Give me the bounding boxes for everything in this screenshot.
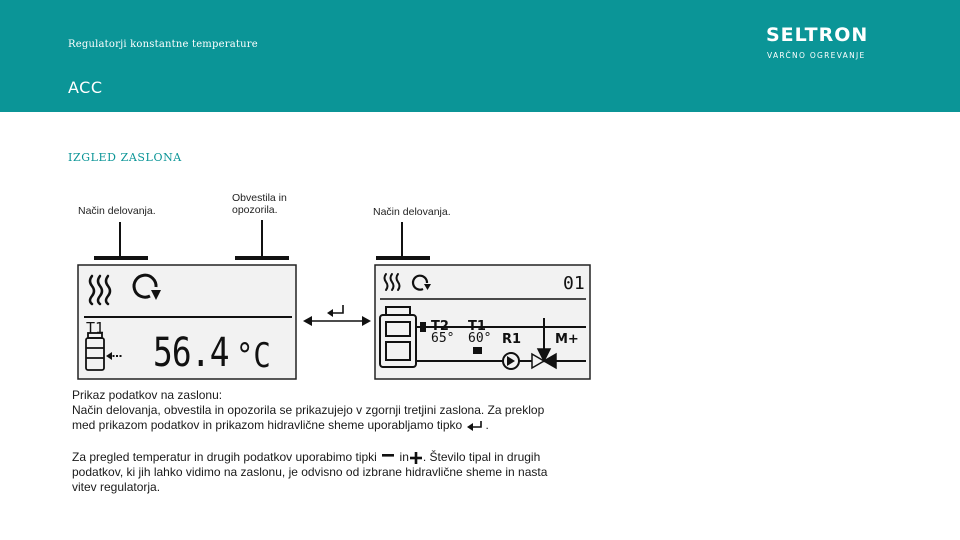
text-heading: Prikaz podatkov na zaslonu: — [72, 388, 223, 402]
r1-label: R1 — [502, 332, 522, 347]
text-p2-line3: vitev regulatorja. — [72, 480, 161, 494]
text-p2-line1-row — [72, 450, 592, 465]
left-sensor-label: T1 — [86, 319, 105, 337]
pump-icon — [503, 353, 519, 369]
label-mode-right: Način delovanja. — [373, 206, 451, 218]
t2-label: T2 — [431, 319, 449, 334]
switch-arrow-icon — [303, 316, 371, 326]
plus-key-icon — [409, 452, 423, 464]
section-title: IZGLED ZASLONA — [68, 151, 182, 164]
back-arrow-icon-inline — [466, 420, 486, 432]
text-p1-line2: med prikazom podatkov in prikazom hidravlične sheme uporabljamo tipko — [72, 418, 463, 432]
text-p1-line2-row: med prikazom podatkov in prikazom hidravlične sheme uporabljamo tipko . — [72, 418, 489, 432]
m-label: M+ — [555, 332, 579, 347]
brand-tagline: VARČNO OGREVANJE — [767, 51, 866, 60]
text-p1-line1: Način delovanja, obvestila in opozorila se prikazujejo v zgornji tretjini zaslona. Za preklop — [72, 403, 545, 417]
label-mode-left: Način delovanja. — [78, 205, 156, 217]
t1-value: 60° — [468, 331, 492, 346]
label-alerts-line1: Obvestila in — [232, 192, 287, 204]
screen-number: 01 — [563, 273, 585, 294]
header-subtitle: Regulatorji konstantne temperature — [68, 39, 258, 50]
t2-value: 65° — [431, 331, 455, 346]
sensor-t1-marker — [473, 347, 482, 354]
text-p2-line2: podatkov, ki jih lahko vidimo na zaslonu, je odvisno od izbrane hidravlične sheme in nasta — [72, 465, 548, 479]
left-temperature-value: 56.4 — [153, 330, 229, 376]
t1-label: T1 — [468, 319, 486, 334]
brand-logo: SELTRON — [766, 24, 869, 46]
sensor-t2-marker — [420, 322, 426, 332]
text-p2-line1-b: in — [399, 450, 409, 464]
minus-key-icon — [380, 452, 396, 464]
text-p2-line1-a: Za pregled temperatur in drugih podatkov uporabimo tipki — [72, 450, 377, 464]
page-title: ACC — [68, 78, 103, 97]
left-temperature-unit: °C — [236, 336, 271, 376]
back-arrow-icon — [327, 305, 343, 317]
label-alerts-line2: opozorila. — [232, 204, 278, 216]
text-p2-line1-c: . Število tipal in drugih — [422, 450, 541, 464]
